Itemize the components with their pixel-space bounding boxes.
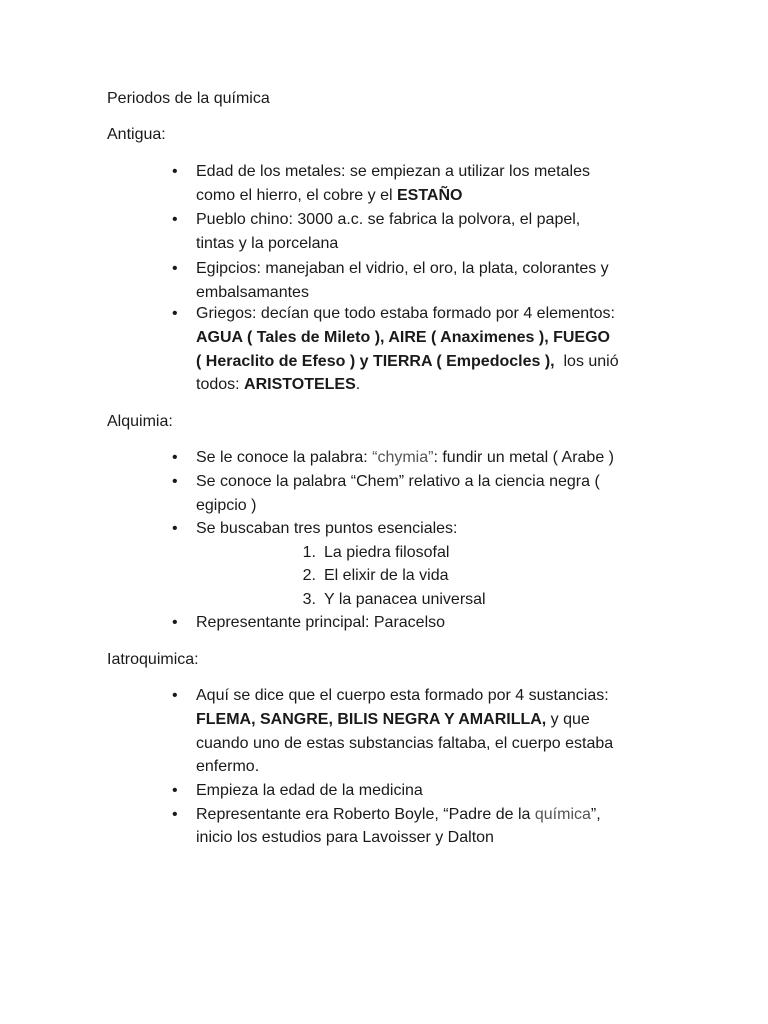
bold-text: FLEMA, SANGRE, BILIS NEGRA Y AMARILLA,	[196, 711, 547, 728]
list-item: Empieza la edad de la medicina	[196, 782, 423, 799]
numbered-item: 2. El elixir de la vida	[302, 567, 449, 584]
bullet-icon: •	[172, 211, 178, 228]
list-item-line: enfermo.	[196, 758, 260, 775]
list-item-line: embalsamantes	[196, 284, 309, 301]
list-item-line: inicio los estudios para Lavoisser y Dalton	[196, 829, 494, 846]
bullet-icon: •	[172, 260, 178, 277]
list-item: Se buscaban tres puntos esenciales:	[196, 520, 458, 537]
list-item: Representante principal: Paracelso	[196, 614, 446, 631]
list-item-line	[196, 326, 610, 350]
bold-text: AGUA ( Tales de Mileto ), AIRE ( Anaximenes ), FUEGO	[196, 329, 610, 346]
list-item-line: FLEMA, SANGRE, BILIS NEGRA Y AMARILLA, y que	[196, 711, 590, 728]
list-item: Pueblo chino: 3000 a.c. se fabrica la polvora, el papel,	[196, 211, 581, 228]
list-item-line: como el hierro, el cobre y el ESTAÑO	[196, 187, 463, 204]
bullet-icon: •	[172, 449, 178, 466]
list-item: Se conoce la palabra “Chem” relativo a la ciencia negra (	[196, 473, 600, 490]
list-item-line: cuando uno de estas substancias faltaba, el cuerpo estaba	[196, 735, 614, 752]
list-item: Representante era Roberto Boyle, “Padre de la química”,	[196, 806, 601, 823]
bold-text: ARISTOTELES	[244, 376, 356, 393]
bullet-icon: •	[172, 614, 178, 631]
bullet-icon: •	[172, 687, 178, 704]
bold-text: ( Heraclito de Efeso ) y TIERRA ( Empedocles ),	[196, 353, 555, 370]
list-item-line: todos: ARISTOTELES.	[196, 376, 361, 393]
list-item: Aquí se dice que el cuerpo esta formado por 4 sustancias:	[196, 687, 609, 704]
bold-text: ESTAÑO	[396, 187, 463, 204]
numbered-item: 1. La piedra filosofal	[302, 544, 450, 561]
section-heading-iatroquimica: Iatroquimica:	[107, 651, 199, 668]
numbered-item: 3. Y la panacea universal	[302, 591, 486, 608]
bullet-icon: •	[172, 806, 178, 823]
list-item: Edad de los metales: se empiezan a utilizar los metales	[196, 163, 590, 180]
list-item: Se le conoce la palabra: “chymia”: fundir un metal ( Arabe )	[196, 449, 614, 466]
page-title: Periodos de la química	[107, 90, 270, 107]
bullet-icon: •	[172, 473, 178, 490]
bullet-icon: •	[172, 163, 178, 180]
section-heading-alquimia: Alquimia:	[107, 413, 173, 430]
list-item-line: egipcio )	[196, 497, 257, 514]
list-item-line: ( Heraclito de Efeso ) y TIERRA ( Empedocles ), los unió	[196, 353, 619, 370]
bullet-icon: •	[172, 520, 178, 537]
bullet-icon: •	[172, 305, 178, 322]
list-item: Griegos: decían que todo estaba formado por 4 elementos:	[196, 305, 615, 322]
section-heading-antigua: Antigua:	[107, 126, 166, 143]
list-item: Egipcios: manejaban el vidrio, el oro, la plata, colorantes y	[196, 260, 609, 277]
bullet-icon: •	[172, 782, 178, 799]
list-item-line: tintas y la porcelana	[196, 235, 339, 252]
